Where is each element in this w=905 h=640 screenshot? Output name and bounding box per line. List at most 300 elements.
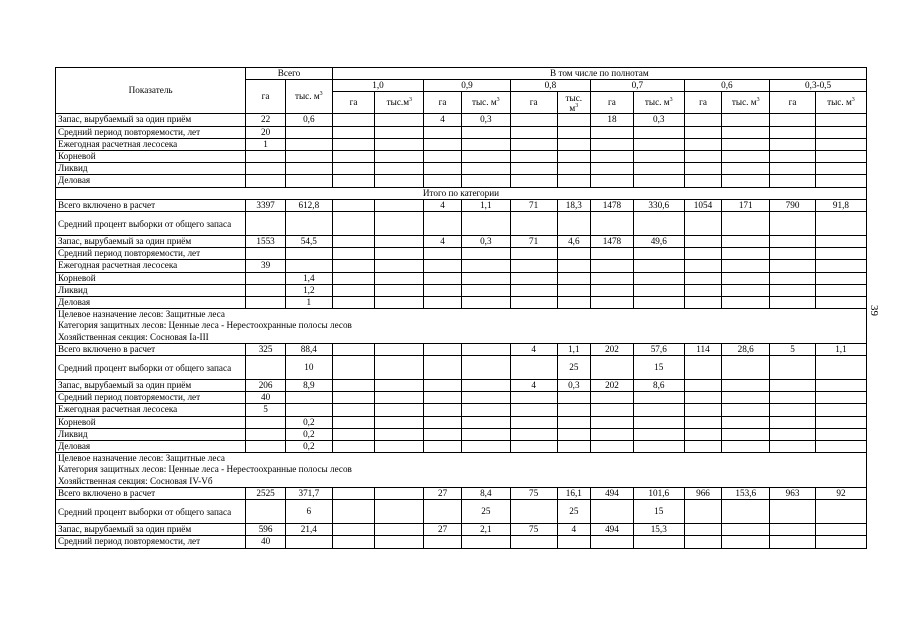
forest-cutting-table: [55, 67, 867, 549]
table-row: [56, 380, 867, 392]
volume-unit: тыс.: [565, 92, 583, 103]
cell-value: [557, 114, 591, 126]
cell-value: [557, 126, 591, 138]
cell-value: [461, 248, 510, 260]
cell-value: 71: [510, 199, 557, 211]
cell-value: 0,3: [461, 114, 510, 126]
table-row: [56, 151, 867, 163]
table-row: [56, 416, 867, 428]
cell-value: [722, 500, 770, 524]
cell-value: [722, 138, 770, 150]
cell-value: [815, 536, 866, 548]
cell-value: [285, 392, 332, 404]
cell-value: 3397: [246, 199, 286, 211]
cell-value: [332, 487, 375, 499]
cell-value: [246, 175, 286, 187]
cell-value: [285, 175, 332, 187]
table-row: [56, 428, 867, 440]
row-label: Запас, вырубаемый за один приём: [56, 114, 246, 126]
cell-value: [285, 151, 332, 163]
cell-value: [557, 392, 591, 404]
cell-value: [332, 163, 375, 175]
row-label: Запас, вырубаемый за один приём: [56, 236, 246, 248]
cell-value: [285, 536, 332, 548]
cell-value: [815, 441, 866, 453]
header-total: Всего: [246, 68, 332, 80]
row-label: Запас, вырубаемый за один приём: [56, 524, 246, 536]
row-label: Корневой: [56, 151, 246, 163]
cell-value: [722, 212, 770, 236]
header-volume: [557, 92, 591, 114]
cell-value: 15: [633, 356, 684, 380]
cell-value: 57,6: [633, 343, 684, 355]
cell-value: [684, 500, 722, 524]
row-label: Деловая: [56, 297, 246, 309]
cell-value: [424, 428, 462, 440]
cell-value: [375, 151, 424, 163]
cell-value: [285, 163, 332, 175]
cell-value: [633, 404, 684, 416]
cell-value: [815, 260, 866, 272]
cell-value: 28,6: [722, 343, 770, 355]
cell-value: [510, 272, 557, 284]
cell-value: [591, 163, 634, 175]
cell-value: [461, 272, 510, 284]
volume-unit-sup: 3: [851, 97, 855, 104]
cell-value: [510, 392, 557, 404]
cell-value: 1,1: [815, 343, 866, 355]
cell-value: [332, 260, 375, 272]
table-row: [56, 126, 867, 138]
cell-value: [815, 138, 866, 150]
cell-value: [591, 441, 634, 453]
cell-value: [684, 212, 722, 236]
cell-value: 8,6: [633, 380, 684, 392]
cell-value: [332, 441, 375, 453]
cell-value: 0,3: [557, 380, 591, 392]
cell-value: [461, 126, 510, 138]
cell-value: [461, 175, 510, 187]
cell-value: [591, 175, 634, 187]
cell-value: 49,6: [633, 236, 684, 248]
cell-value: [557, 272, 591, 284]
cell-value: 15,3: [633, 524, 684, 536]
header-group-1: 1,0: [332, 80, 424, 92]
header-group-6: 0,3-0,5: [770, 80, 867, 92]
cell-value: [375, 126, 424, 138]
cell-value: [722, 284, 770, 296]
cell-value: [684, 248, 722, 260]
cell-value: 0,2: [285, 416, 332, 428]
cell-value: [815, 380, 866, 392]
cell-value: [510, 212, 557, 236]
cell-value: [722, 441, 770, 453]
cell-value: [770, 392, 816, 404]
cell-value: 494: [591, 524, 634, 536]
volume-unit: тыс. м: [644, 97, 670, 108]
cell-value: [510, 260, 557, 272]
cell-value: [591, 428, 634, 440]
header-volume: [722, 92, 770, 114]
header-volume: [461, 92, 510, 114]
cell-value: [557, 536, 591, 548]
section-line: Целевое назначение лесов: Защитные леса: [58, 453, 225, 464]
cell-value: [633, 151, 684, 163]
cell-value: [722, 524, 770, 536]
cell-value: [375, 416, 424, 428]
cell-value: [633, 441, 684, 453]
cell-value: 612,8: [285, 199, 332, 211]
cell-value: [375, 114, 424, 126]
cell-value: 22: [246, 114, 286, 126]
cell-value: [557, 175, 591, 187]
table-row: [56, 272, 867, 284]
section-line: Категория защитных лесов: Ценные леса - Нерестоохранные полосы лесов: [58, 320, 352, 331]
cell-value: [424, 343, 462, 355]
cell-value: 15: [633, 500, 684, 524]
cell-value: [633, 175, 684, 187]
cell-value: [510, 114, 557, 126]
page-number: 39: [868, 305, 880, 316]
table-row: [56, 392, 867, 404]
cell-value: [510, 284, 557, 296]
cell-value: 790: [770, 199, 816, 211]
cell-value: [375, 536, 424, 548]
cell-value: [722, 163, 770, 175]
volume-unit: тыс. м: [294, 91, 320, 102]
row-label: Ежегодная расчетная лесосека: [56, 404, 246, 416]
cell-value: [375, 404, 424, 416]
cell-value: 8,9: [285, 380, 332, 392]
table-row: [56, 284, 867, 296]
cell-value: 5: [246, 404, 286, 416]
cell-value: [770, 441, 816, 453]
cell-value: [285, 404, 332, 416]
cell-value: 18: [591, 114, 634, 126]
cell-value: [332, 297, 375, 309]
cell-value: [510, 126, 557, 138]
volume-unit: тыс.м: [386, 97, 410, 108]
cell-value: [722, 126, 770, 138]
cell-value: [332, 138, 375, 150]
cell-value: 1: [285, 297, 332, 309]
cell-value: 21,4: [285, 524, 332, 536]
cell-value: [722, 297, 770, 309]
cell-value: [424, 212, 462, 236]
cell-value: [285, 212, 332, 236]
section-line: Категория защитных лесов: Ценные леса - Нерестоохранные полосы лесов: [58, 464, 352, 475]
cell-value: [684, 272, 722, 284]
cell-value: [591, 248, 634, 260]
cell-value: [375, 163, 424, 175]
cell-value: [684, 284, 722, 296]
cell-value: [633, 248, 684, 260]
row-label: Средний процент выборки от общего запаса: [56, 500, 246, 524]
cell-value: [722, 416, 770, 428]
cell-value: [684, 404, 722, 416]
cell-value: [770, 524, 816, 536]
cell-value: [722, 380, 770, 392]
header-total-ha: га: [246, 80, 286, 114]
header-ha: га: [424, 92, 462, 114]
cell-value: 4,6: [557, 236, 591, 248]
table-row: [56, 343, 867, 355]
cell-value: [684, 163, 722, 175]
cell-value: [332, 199, 375, 211]
cell-value: [332, 175, 375, 187]
cell-value: [375, 428, 424, 440]
cell-value: 206: [246, 380, 286, 392]
cell-value: [246, 297, 286, 309]
cell-value: [510, 297, 557, 309]
table-row: [56, 212, 867, 236]
cell-value: [332, 380, 375, 392]
cell-value: [557, 297, 591, 309]
cell-value: 1: [246, 138, 286, 150]
cell-value: 18,3: [557, 199, 591, 211]
cell-value: [815, 272, 866, 284]
cell-value: [424, 500, 462, 524]
section-header: [56, 453, 867, 488]
cell-value: 25: [557, 500, 591, 524]
table-row: [56, 487, 867, 499]
cell-value: [246, 441, 286, 453]
cell-value: 494: [591, 487, 634, 499]
cell-value: 54,5: [285, 236, 332, 248]
cell-value: [332, 416, 375, 428]
table-row: [56, 236, 867, 248]
cell-value: 5: [770, 343, 816, 355]
cell-value: [557, 404, 591, 416]
cell-value: [684, 297, 722, 309]
cell-value: [815, 524, 866, 536]
cell-value: [815, 284, 866, 296]
cell-value: [424, 416, 462, 428]
cell-value: [815, 356, 866, 380]
cell-value: [770, 380, 816, 392]
row-label: Средний процент выборки от общего запаса: [56, 212, 246, 236]
row-label: Деловая: [56, 441, 246, 453]
volume-unit: м: [569, 102, 576, 113]
cell-value: [770, 297, 816, 309]
header-volume: [815, 92, 866, 114]
row-label: Корневой: [56, 416, 246, 428]
table-row: [56, 536, 867, 548]
cell-value: [557, 441, 591, 453]
cell-value: [332, 236, 375, 248]
row-label: Ежегодная расчетная лесосека: [56, 138, 246, 150]
cell-value: [424, 536, 462, 548]
cell-value: [424, 151, 462, 163]
row-label: Деловая: [56, 175, 246, 187]
cell-value: 0,3: [633, 114, 684, 126]
header-group-4: 0,7: [591, 80, 685, 92]
cell-value: [557, 248, 591, 260]
row-label: Всего включено в расчет: [56, 487, 246, 499]
volume-unit-sup: 3: [756, 97, 760, 104]
cell-value: [722, 536, 770, 548]
cell-value: [375, 199, 424, 211]
row-label: Запас, вырубаемый за один приём: [56, 380, 246, 392]
cell-value: [684, 260, 722, 272]
cell-value: 1,4: [285, 272, 332, 284]
cell-value: [815, 151, 866, 163]
cell-value: [510, 163, 557, 175]
cell-value: [557, 428, 591, 440]
cell-value: [285, 126, 332, 138]
cell-value: [591, 151, 634, 163]
cell-value: [332, 356, 375, 380]
cell-value: [815, 212, 866, 236]
cell-value: [557, 416, 591, 428]
cell-value: [461, 536, 510, 548]
cell-value: [461, 297, 510, 309]
cell-value: [332, 114, 375, 126]
table-row: [56, 404, 867, 416]
volume-unit-sup: 3: [319, 91, 323, 98]
cell-value: 8,4: [461, 487, 510, 499]
cell-value: [246, 163, 286, 175]
cell-value: 153,6: [722, 487, 770, 499]
volume-unit-sup: 3: [669, 97, 673, 104]
cell-value: [246, 500, 286, 524]
cell-value: 1553: [246, 236, 286, 248]
cell-value: [557, 138, 591, 150]
cell-value: [557, 212, 591, 236]
cell-value: 2,1: [461, 524, 510, 536]
cell-value: [770, 212, 816, 236]
cell-value: [684, 175, 722, 187]
cell-value: [770, 175, 816, 187]
cell-value: 0,3: [461, 236, 510, 248]
cell-value: 114: [684, 343, 722, 355]
cell-value: [815, 404, 866, 416]
cell-value: 371,7: [285, 487, 332, 499]
cell-value: [424, 163, 462, 175]
cell-value: [424, 356, 462, 380]
cell-value: [424, 297, 462, 309]
header-indicator: Показатель: [56, 68, 246, 114]
cell-value: [557, 260, 591, 272]
cell-value: 6: [285, 500, 332, 524]
cell-value: [722, 114, 770, 126]
cell-value: [684, 536, 722, 548]
header-group-3: 0,8: [510, 80, 590, 92]
volume-unit: тыс. м: [471, 97, 497, 108]
cell-value: [722, 260, 770, 272]
cell-value: [461, 392, 510, 404]
section-line: Хозяйственная секция: Сосновая IV-Vб: [58, 475, 213, 486]
row-label: Всего включено в расчет: [56, 199, 246, 211]
cell-value: [815, 114, 866, 126]
cell-value: [633, 212, 684, 236]
cell-value: [815, 297, 866, 309]
cell-value: [332, 500, 375, 524]
cell-value: [461, 380, 510, 392]
cell-value: [375, 392, 424, 404]
cell-value: [332, 212, 375, 236]
row-label: Ликвид: [56, 428, 246, 440]
cell-value: 75: [510, 524, 557, 536]
cell-value: 39: [246, 260, 286, 272]
cell-value: [633, 126, 684, 138]
cell-value: [332, 428, 375, 440]
cell-value: [424, 175, 462, 187]
category-title: Итого по категории: [56, 187, 867, 199]
section-line: Хозяйственная секция: Сосновая Iа-III: [58, 331, 209, 342]
cell-value: 4: [424, 236, 462, 248]
header-ha: га: [591, 92, 634, 114]
cell-value: 27: [424, 524, 462, 536]
cell-value: [375, 138, 424, 150]
cell-value: [770, 428, 816, 440]
cell-value: [770, 126, 816, 138]
cell-value: [770, 356, 816, 380]
cell-value: [424, 126, 462, 138]
cell-value: [424, 248, 462, 260]
cell-value: 4: [424, 114, 462, 126]
cell-value: [332, 404, 375, 416]
volume-unit: тыс. м: [731, 97, 757, 108]
cell-value: [770, 114, 816, 126]
cell-value: [684, 356, 722, 380]
cell-value: [770, 248, 816, 260]
cell-value: [557, 163, 591, 175]
table-row: [56, 524, 867, 536]
cell-value: [815, 416, 866, 428]
cell-value: [510, 536, 557, 548]
cell-value: 1,1: [461, 199, 510, 211]
cell-value: [375, 272, 424, 284]
cell-value: [684, 524, 722, 536]
cell-value: 25: [461, 500, 510, 524]
row-label: Ликвид: [56, 163, 246, 175]
cell-value: [375, 524, 424, 536]
cell-value: 71: [510, 236, 557, 248]
cell-value: 75: [510, 487, 557, 499]
cell-value: 4: [424, 199, 462, 211]
cell-value: 16,1: [557, 487, 591, 499]
cell-value: [461, 138, 510, 150]
cell-value: [815, 428, 866, 440]
header-volume: [375, 92, 424, 114]
header-total-volume: [285, 80, 332, 114]
cell-value: [684, 138, 722, 150]
cell-value: [633, 272, 684, 284]
cell-value: [633, 428, 684, 440]
cell-value: [246, 272, 286, 284]
cell-value: [285, 138, 332, 150]
cell-value: [684, 428, 722, 440]
cell-value: [815, 500, 866, 524]
cell-value: [424, 380, 462, 392]
cell-value: [722, 428, 770, 440]
cell-value: [461, 260, 510, 272]
cell-value: [770, 404, 816, 416]
cell-value: 101,6: [633, 487, 684, 499]
cell-value: 25: [557, 356, 591, 380]
cell-value: [424, 392, 462, 404]
cell-value: [375, 380, 424, 392]
row-label: Средний период повторяемости, лет: [56, 248, 246, 260]
cell-value: [424, 404, 462, 416]
cell-value: [375, 284, 424, 296]
cell-value: [375, 297, 424, 309]
header-ha: га: [510, 92, 557, 114]
cell-value: [770, 272, 816, 284]
table-row: [56, 248, 867, 260]
cell-value: [633, 297, 684, 309]
